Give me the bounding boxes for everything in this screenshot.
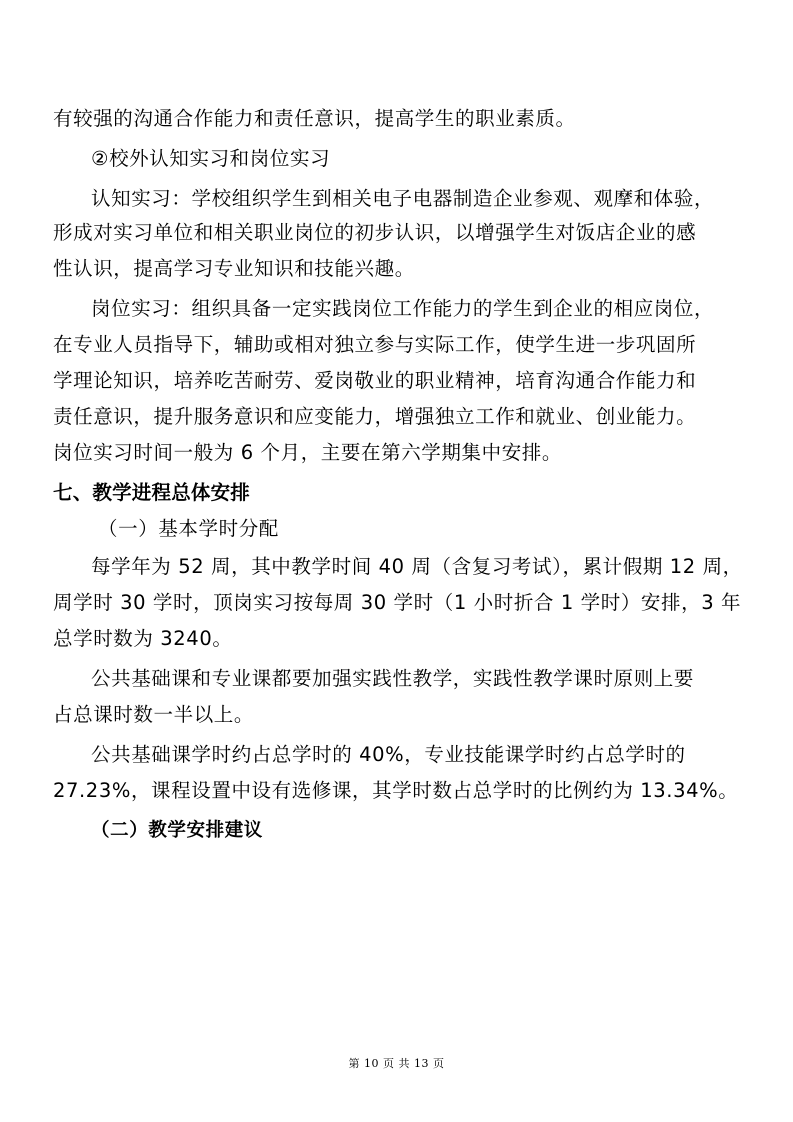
paragraph-line: 周学时 30 学时，顶岗实习按每周 30 学时（1 小时折合 1 学时）安排，3 年 (53, 591, 742, 614)
section-heading: 七、教学进程总体安排 (53, 481, 251, 504)
paragraph-line: 每学年为 52 周，其中教学时间 40 周（含复习考试），累计假期 12 周， (91, 555, 743, 578)
paragraph-line: 在专业人员指导下，辅助或相对独立参与实际工作，使学生进一步巩固所 (53, 333, 697, 356)
subsection-heading: （一）基本学时分配 (98, 517, 279, 540)
paragraph-line: 公共基础课和专业课都要加强实践性教学，实践性教学课时原则上要 (91, 667, 695, 690)
paragraph-line: 责任意识，提升服务意识和应变能力，增强独立工作和就业、创业能力。 (53, 405, 697, 428)
paragraph-line: 性认识，提高学习专业知识和技能兴趣。 (53, 257, 415, 280)
paragraph-line: 有较强的沟通合作能力和责任意识，提高学生的职业素质。 (53, 107, 576, 130)
paragraph-line: 27.23%，课程设置中设有选修课，其学时数占总学时的比例约为 13.34%。 (53, 779, 739, 802)
paragraph-line: 总学时数为 3240。 (53, 627, 233, 650)
paragraph-line: 学理论知识，培养吃苦耐劳、爱岗敬业的职业精神，培育沟通合作能力和 (53, 369, 697, 392)
paragraph-line: 岗位实习：组织具备一定实践岗位工作能力的学生到企业的相应岗位， (91, 297, 715, 320)
paragraph-line: 岗位实习时间一般为 6 个月，主要在第六学期集中安排。 (53, 441, 563, 464)
page-footer: 第 10 页 共 13 页 (348, 1057, 445, 1070)
paragraph-line: 形成对实习单位和相关职业岗位的初步认识，以增强学生对饭店企业的感 (53, 221, 697, 244)
section-item-title: ②校外认知实习和岗位实习 (91, 147, 331, 170)
paragraph-line: 认知实习：学校组织学生到相关电子电器制造企业参观、观摩和体验， (91, 187, 715, 210)
subsection-heading: （二）教学安排建议 (91, 820, 263, 841)
paragraph-line: 占总课时数一半以上。 (53, 703, 255, 726)
paragraph-line: 公共基础课学时约占总学时的 40%，专业技能课学时约占总学时的 (91, 743, 686, 766)
